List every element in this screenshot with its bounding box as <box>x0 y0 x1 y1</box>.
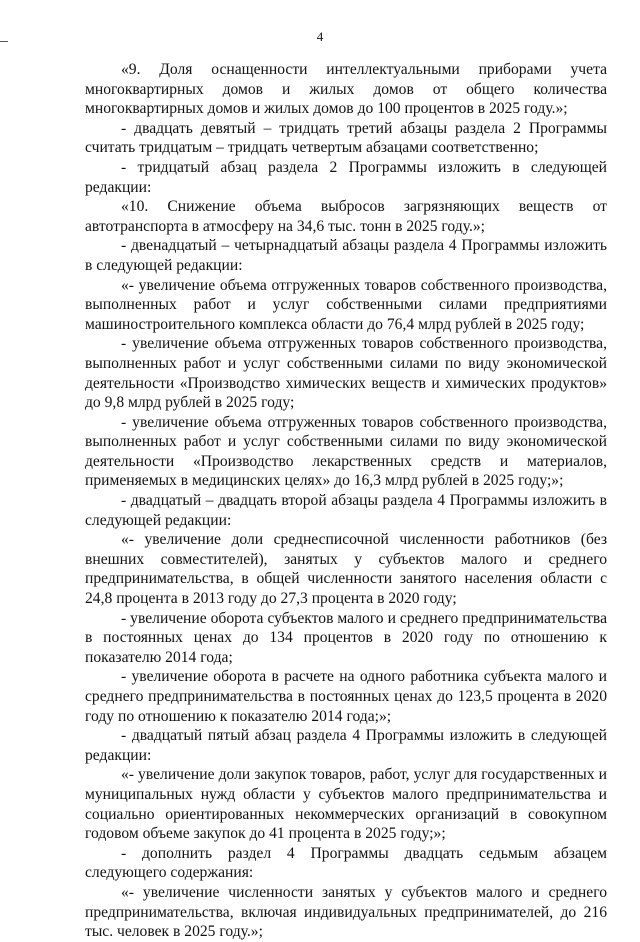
paragraph: - двенадцатый – четырнадцатый абзацы раздела 4 Программы изложить в следующей редакции: <box>85 237 607 274</box>
paragraph: - увеличение объема отгруженных товаров собственного производства, выполненных работ и услуг собственными силами по виду экономической деятельности «Производство лекарственных средств и материалов, применяемых в медицинских целях» до 16,3 млрд рублей в 2025 году;»; <box>85 413 607 490</box>
paragraph: - двадцать девятый – тридцать третий абзацы раздела 2 Программы считать тридцатым – тридцать четвертым абзацами соответственно; <box>85 119 607 157</box>
paragraph: «- увеличение численности занятых у субъектов малого и среднего предпринимательства, включая индивидуальных предпринимателей, до 216 тыс. человек в 2025 году.»; <box>85 883 607 941</box>
paragraph: «- увеличение доли закупок товаров, работ, услуг для государственных и муниципальных нужд области у субъектов малого предпринимательства и социально ориентированных некоммерческих организаций в совокупном годовом объеме закупок до 41 процента в 2025 году;»; <box>85 766 607 843</box>
paragraph: - двадцатый пятый абзац раздела 4 Программы изложить в следующей редакции: <box>85 727 607 764</box>
paragraph: - увеличение оборота субъектов малого и среднего предпринимательства в постоянных ценах до 134 процентов в 2020 году по отношению к показателю 2014 года; <box>85 609 607 666</box>
paragraph: - увеличение оборота в расчете на одного работника субъекта малого и среднего предпринимательства в постоянных ценах до 123,5 процента в 2020 году по отношению к показателю 2014 года;»; <box>85 668 607 725</box>
document-body <box>85 60 607 942</box>
paragraph: - двадцатый – двадцать второй абзацы раздела 4 Программы изложить в следующей редакции: <box>85 492 607 529</box>
paragraph: «- увеличение доли среднесписочной численности работников (без внешних совместителей), занятых у субъектов малого и среднего предпринимательства, в общей численности занятого населения области с 24,8 процента в 2013 году до 27,3 процента в 2020 году; <box>85 531 607 608</box>
paragraph: «- увеличение объема отгруженных товаров собственного производства, выполненных работ и услуг собственными силами предприятиями машиностроительного комплекса области до 76,4 млрд рублей в 2025 году; <box>85 276 607 333</box>
page-number: 4 <box>316 29 324 44</box>
paragraph: - увеличение объема отгруженных товаров собственного производства, выполненных работ и услуг собственными силами по виду экономической деятельности «Производство химических веществ и химических продуктов» до 9,8 млрд рублей в 2025 году; <box>85 335 607 412</box>
paragraph: - дополнить раздел 4 Программы двадцать седьмым абзацем следующего содержания: <box>85 844 607 882</box>
paragraph: «10. Снижение объема выбросов загрязняющих веществ от автотранспорта в атмосферу на 34,6 тыс. тонн в 2025 году.»; <box>85 198 607 235</box>
paragraph: - тридцатый абзац раздела 2 Программы изложить в следующей редакции: <box>85 158 607 196</box>
paragraph: «9. Доля оснащенности интеллектуальными приборами учета многоквартирных домов и жилых домов от общего количества многоквартирных домов и жилых домов до 100 процентов в 2025 году.»; <box>85 61 607 118</box>
